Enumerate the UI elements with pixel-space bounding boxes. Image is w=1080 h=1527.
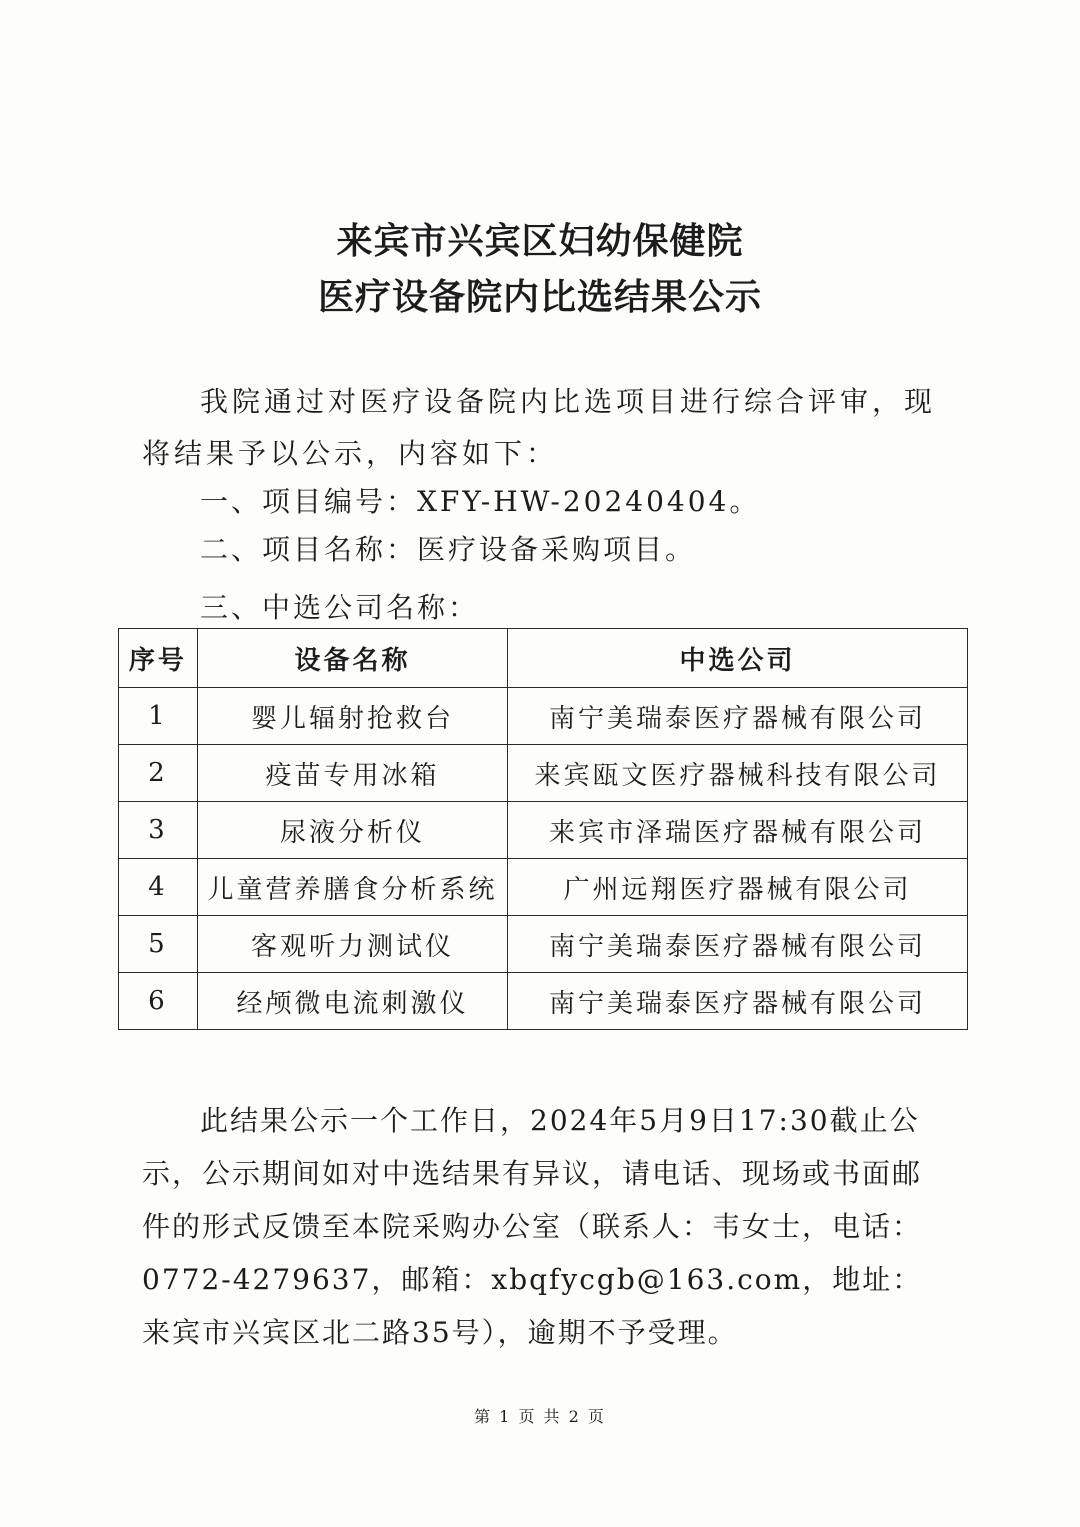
header-no: 序号: [119, 629, 198, 688]
row-no: 6: [119, 973, 198, 1030]
row-equipment: 疫苗专用冰箱: [197, 745, 507, 802]
project-number: 一、项目编号：XFY-HW-20240404。: [200, 485, 761, 518]
table-header-row: [119, 629, 968, 688]
winners-heading: 三、中选公司名称：: [200, 591, 480, 624]
header-company: 中选公司: [508, 629, 968, 688]
table-row: [119, 916, 968, 973]
row-equipment: 客观听力测试仪: [197, 916, 507, 973]
row-company: 南宁美瑞泰医疗器械有限公司: [508, 688, 968, 745]
row-equipment: 儿童营养膳食分析系统: [197, 859, 507, 916]
row-equipment: 尿液分析仪: [197, 802, 507, 859]
document-title: [0, 214, 1080, 326]
row-company: 广州远翔医疗器械有限公司: [508, 859, 968, 916]
closing-paragraph: 此结果公示一个工作日，2024年5月9日17:30截止公示，公示期间如对中选结果有异议，请电话、现场或书面邮件的形式反馈至本院采购办公室（联系人：韦女士，电话：0772-4279637，邮箱：xbqfycgb@163.com，地址：来宾市兴宾区北二路35号），逾期不予受理。: [142, 1104, 923, 1349]
project-name: 二、项目名称：医疗设备采购项目。: [200, 533, 697, 566]
table-row: [119, 802, 968, 859]
row-company: 来宾市泽瑞医疗器械有限公司: [508, 802, 968, 859]
table-row: [119, 745, 968, 802]
row-no: 5: [119, 916, 198, 973]
row-equipment: 婴儿辐射抢救台: [197, 688, 507, 745]
results-table: [118, 628, 968, 1030]
table-row: [119, 973, 968, 1030]
intro-paragraph: 我院通过对医疗设备院内比选项目进行综合评审，现将结果予以公示，内容如下：: [142, 385, 937, 470]
row-company: 南宁美瑞泰医疗器械有限公司: [508, 973, 968, 1030]
page-footer: 第 1 页 共 2 页: [474, 1407, 606, 1426]
row-equipment: 经颅微电流刺激仪: [197, 973, 507, 1030]
row-no: 2: [119, 745, 198, 802]
row-company: 来宾瓯文医疗器械科技有限公司: [508, 745, 968, 802]
row-no: 1: [119, 688, 198, 745]
row-company: 南宁美瑞泰医疗器械有限公司: [508, 916, 968, 973]
table-row: [119, 688, 968, 745]
header-equipment: 设备名称: [197, 629, 507, 688]
row-no: 3: [119, 802, 198, 859]
row-no: 4: [119, 859, 198, 916]
title-line-2: 医疗设备院内比选结果公示: [317, 277, 762, 318]
table-row: [119, 859, 968, 916]
title-line-1: 来宾市兴宾区妇幼保健院: [336, 221, 744, 262]
